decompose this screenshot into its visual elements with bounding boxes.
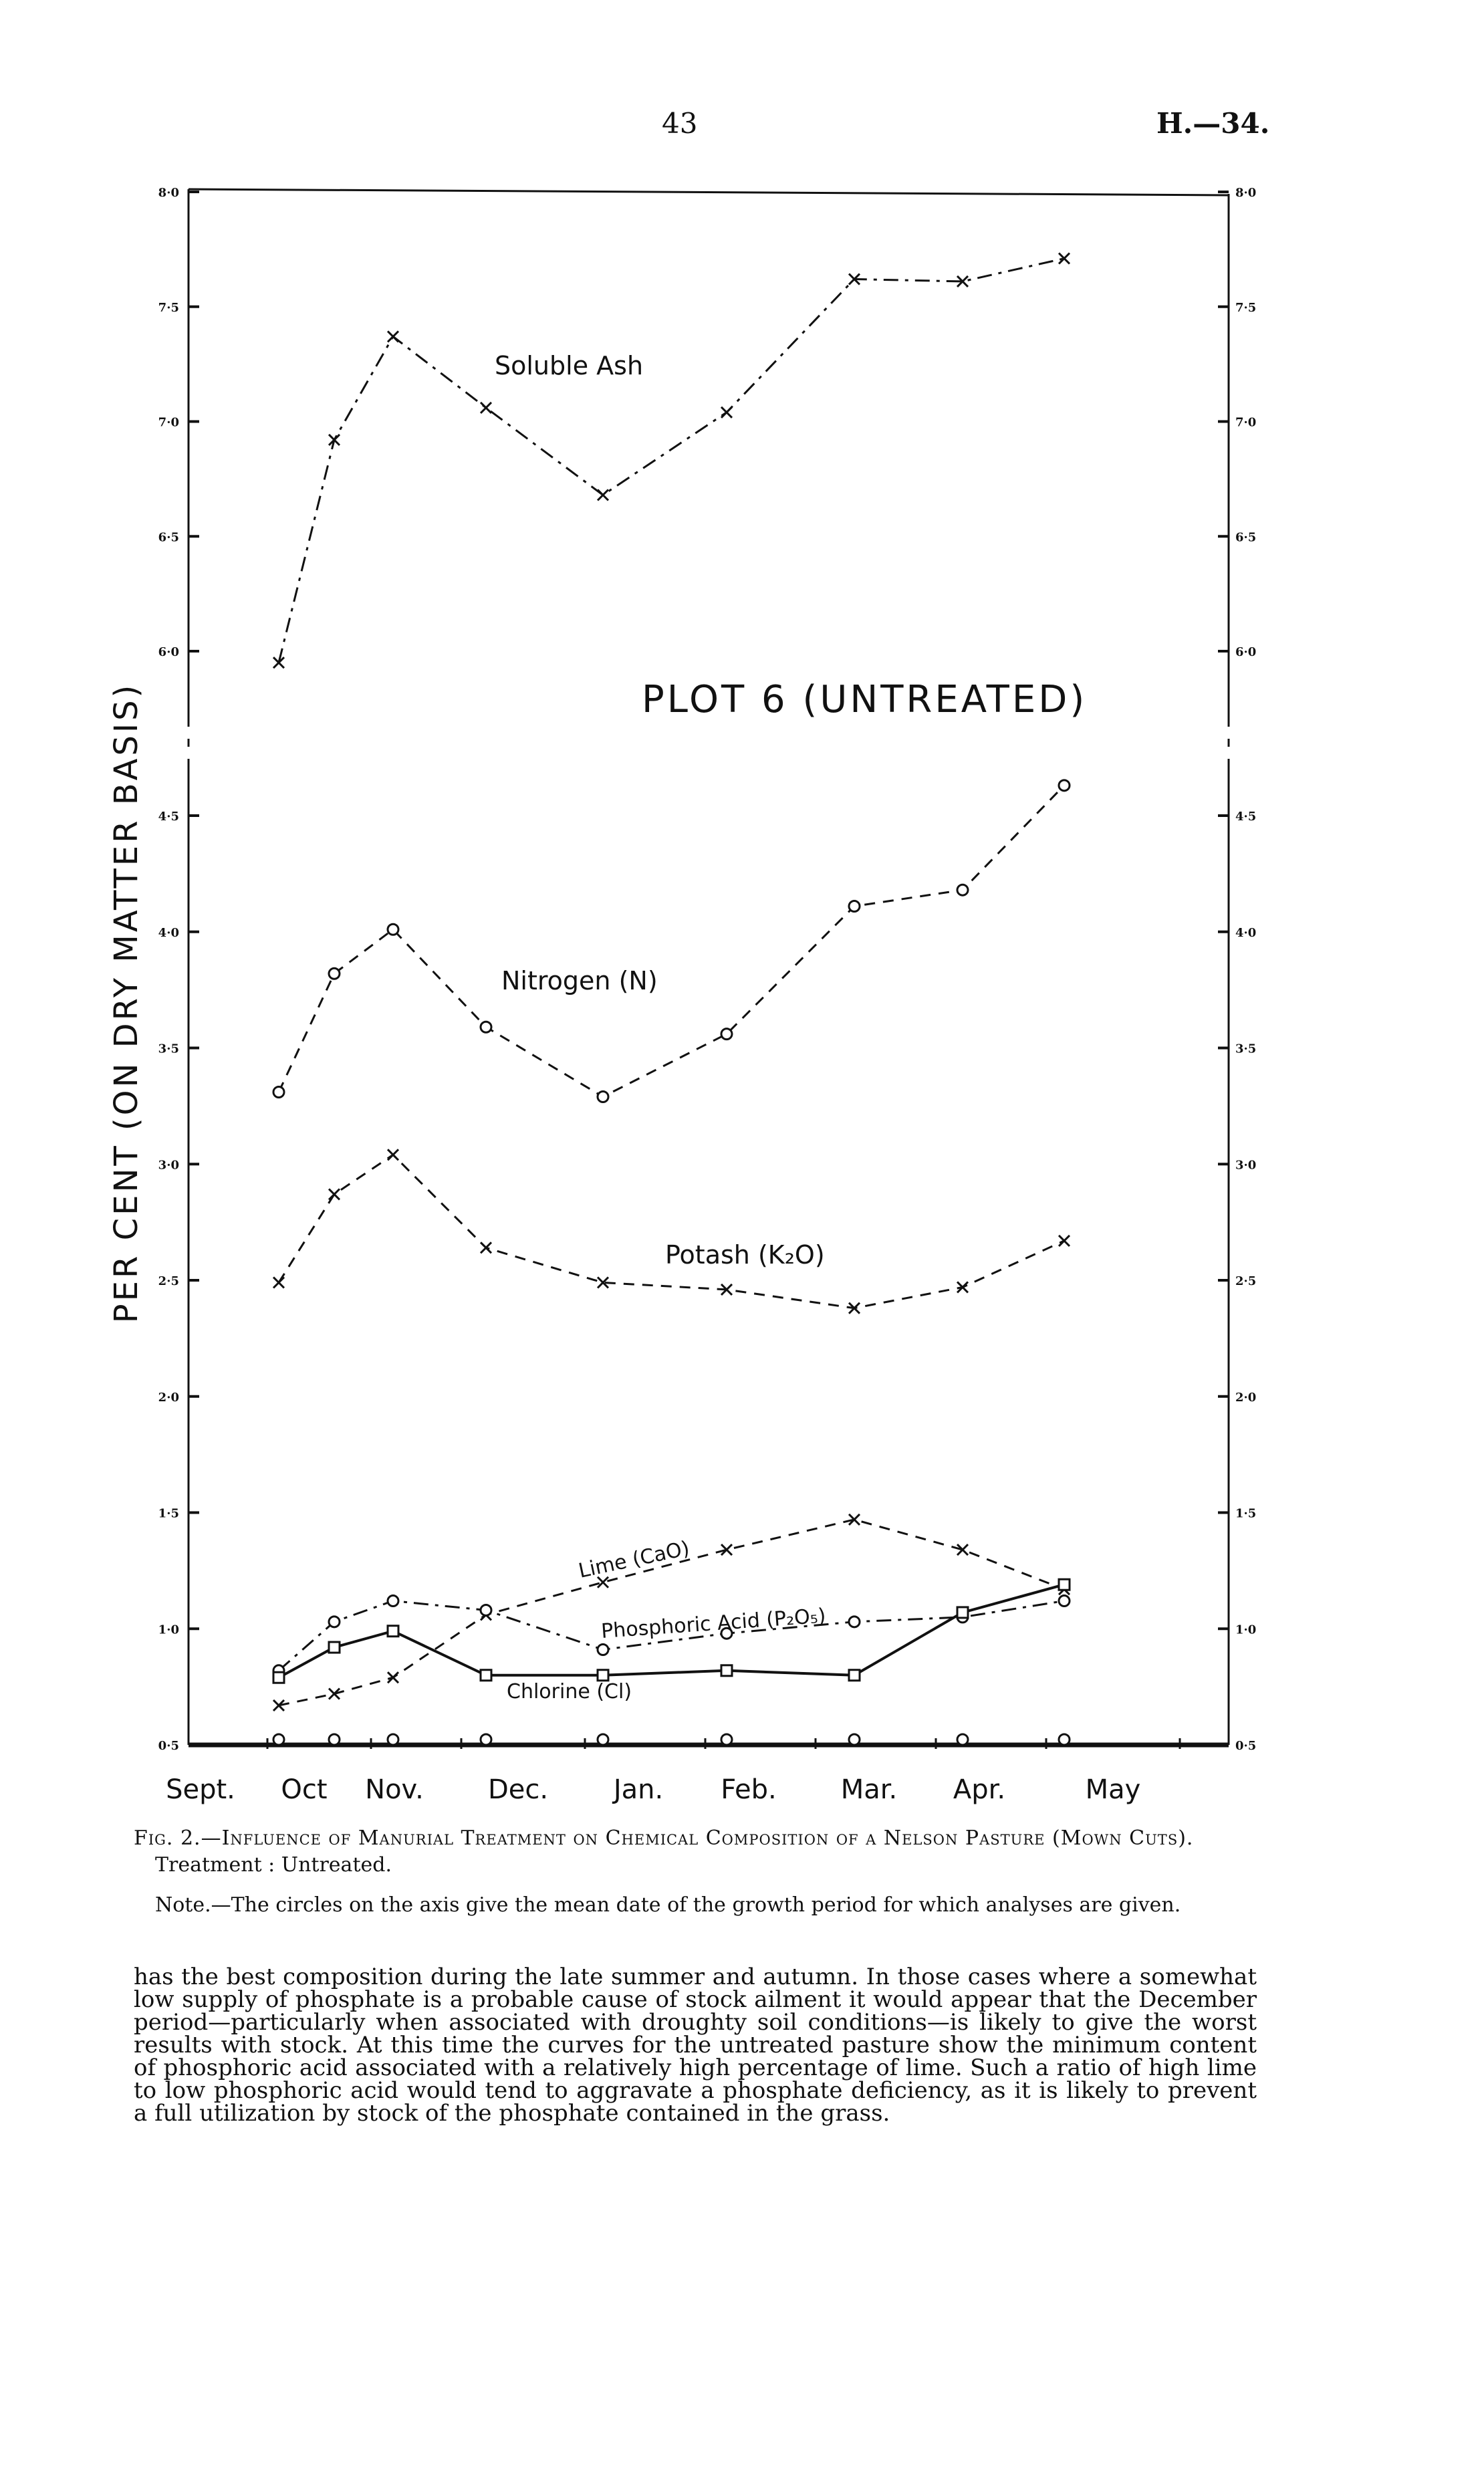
data-point — [481, 1242, 491, 1253]
data-point — [849, 901, 860, 912]
left-tick-label: 4·0 — [158, 925, 179, 940]
mean-date-marker — [481, 1734, 491, 1745]
mean-date-marker — [1059, 1734, 1070, 1745]
left-tick-label: 3·0 — [158, 1158, 179, 1173]
month-label: Feb. — [721, 1774, 777, 1805]
figure-treatment: Treatment : Untreated. — [155, 1853, 392, 1877]
series-1 — [273, 780, 1070, 1102]
data-point — [598, 1670, 608, 1681]
series-2 — [273, 1149, 1070, 1313]
document-reference: H.—34. — [1156, 107, 1270, 140]
right-tick-label: 7·5 — [1235, 300, 1257, 315]
data-point — [957, 1607, 968, 1618]
data-point — [273, 1087, 284, 1098]
data-point — [721, 1029, 732, 1040]
month-label: Jan. — [613, 1774, 664, 1805]
right-tick-label: 6·0 — [1235, 645, 1257, 659]
data-point — [1059, 780, 1070, 791]
data-point — [388, 1626, 398, 1637]
right-tick-label: 3·5 — [1235, 1042, 1257, 1056]
top-border — [189, 189, 1229, 195]
data-point — [388, 1149, 398, 1160]
y-axis-label: PER CENT (ON DRY MATTER BASIS) — [108, 682, 145, 1324]
data-point — [481, 1670, 491, 1681]
right-tick-label: 3·0 — [1235, 1158, 1257, 1173]
month-label: Oct — [281, 1774, 328, 1805]
data-point — [721, 407, 732, 418]
right-tick-label: 2·0 — [1235, 1390, 1257, 1405]
chart-series — [273, 253, 1070, 1711]
data-point — [329, 1642, 340, 1653]
series-label: Potash (K₂O) — [665, 1240, 825, 1270]
series-line — [279, 1155, 1064, 1308]
mean-date-marker — [721, 1734, 732, 1745]
data-point — [1059, 1596, 1070, 1607]
left-tick-label: 1·5 — [158, 1506, 179, 1521]
data-point — [598, 1645, 608, 1655]
series-label: Phosphoric Acid (P₂O₅) — [600, 1604, 827, 1643]
right-tick-label: 8·0 — [1235, 186, 1257, 200]
data-point — [329, 1189, 340, 1199]
data-point — [388, 331, 398, 342]
left-tick-label: 1·0 — [158, 1623, 179, 1637]
data-point — [849, 1617, 860, 1627]
series-0 — [273, 253, 1070, 669]
left-tick-label: 2·0 — [158, 1390, 179, 1405]
series-line — [279, 786, 1064, 1097]
data-point — [721, 1665, 732, 1676]
data-point — [849, 1670, 860, 1681]
figure-note: Note.—The circles on the axis give the mean date of the growth period for which analyses are given. — [155, 1893, 1181, 1917]
data-point — [1059, 1235, 1070, 1246]
right-tick-label: 4·5 — [1235, 810, 1257, 824]
data-point — [598, 1091, 608, 1102]
data-point — [388, 1596, 398, 1607]
data-point — [329, 968, 340, 979]
left-tick-label: 3·5 — [158, 1042, 179, 1056]
data-point — [273, 1672, 284, 1683]
right-tick-label: 2·5 — [1235, 1274, 1257, 1288]
left-tick-label: 7·5 — [158, 300, 179, 315]
month-label: Mar. — [840, 1774, 898, 1805]
mean-date-marker — [957, 1734, 968, 1745]
left-tick-label: 4·5 — [158, 810, 179, 824]
mean-date-marker — [388, 1734, 398, 1745]
data-point — [481, 402, 491, 413]
data-point — [329, 1617, 340, 1627]
mean-date-marker — [329, 1734, 340, 1745]
page-number: 43 — [662, 107, 698, 140]
data-point — [1059, 1579, 1070, 1590]
mean-date-marker — [273, 1734, 284, 1745]
right-tick-label: 6·5 — [1235, 530, 1257, 545]
series-label: Chlorine (Cl) — [507, 1680, 632, 1703]
series-label: Lime (CaO) — [576, 1536, 692, 1583]
left-tick-label: 7·0 — [158, 415, 179, 430]
data-point — [481, 1022, 491, 1032]
mean-date-marker — [598, 1734, 608, 1745]
month-label: Apr. — [953, 1774, 1006, 1805]
data-point — [598, 489, 608, 500]
right-tick-label: 4·0 — [1235, 925, 1257, 940]
right-tick-label: 1·5 — [1235, 1506, 1257, 1521]
left-tick-label: 0·5 — [158, 1739, 179, 1753]
data-point — [957, 884, 968, 895]
month-label: Dec. — [487, 1774, 549, 1805]
left-tick-label: 6·0 — [158, 645, 179, 659]
chart-title: PLOT 6 (UNTREATED) — [642, 678, 1088, 721]
month-label: May — [1085, 1774, 1141, 1805]
mean-date-marker — [849, 1734, 860, 1745]
chart-axes — [158, 186, 1257, 1753]
data-point — [273, 1277, 284, 1288]
series-label: Nitrogen (N) — [501, 966, 658, 995]
right-tick-label: 0·5 — [1235, 1739, 1257, 1753]
body-paragraph: has the best composition during the late summer and autumn. In those cases where a somewhat low supply of phosphate is a probable cause of stock ailment it would appear that the December period—particularly when associated with droughty soil conditions—is likely to give the worst results with stock. At this time the curves for the untreated pasture show the minimum content of phosphoric acid associated with a relatively high percentage of lime. Such a ratio of high lime to low phosphoric acid would tend to aggravate a phosphate deficiency, as it is likely to prevent a full utilization by stock of the phosphate contained in the grass. — [134, 1964, 1257, 2127]
month-label: Sept. — [166, 1774, 235, 1805]
right-tick-label: 1·0 — [1235, 1623, 1257, 1637]
month-label: Nov. — [365, 1774, 424, 1805]
series-line — [279, 259, 1064, 663]
left-tick-label: 2·5 — [158, 1274, 179, 1288]
right-tick-label: 7·0 — [1235, 415, 1257, 430]
left-tick-label: 6·5 — [158, 530, 179, 545]
data-point — [481, 1605, 491, 1615]
series-label: Soluble Ash — [495, 351, 644, 380]
data-point — [957, 1544, 968, 1555]
left-tick-label: 8·0 — [158, 186, 179, 200]
chart-labels — [108, 351, 1140, 1805]
data-point — [388, 924, 398, 935]
figure-caption: Fig. 2.—Influence of Manurial Treatment on Chemical Composition of a Nelson Pasture (Mown Cuts). — [134, 1826, 1194, 1850]
